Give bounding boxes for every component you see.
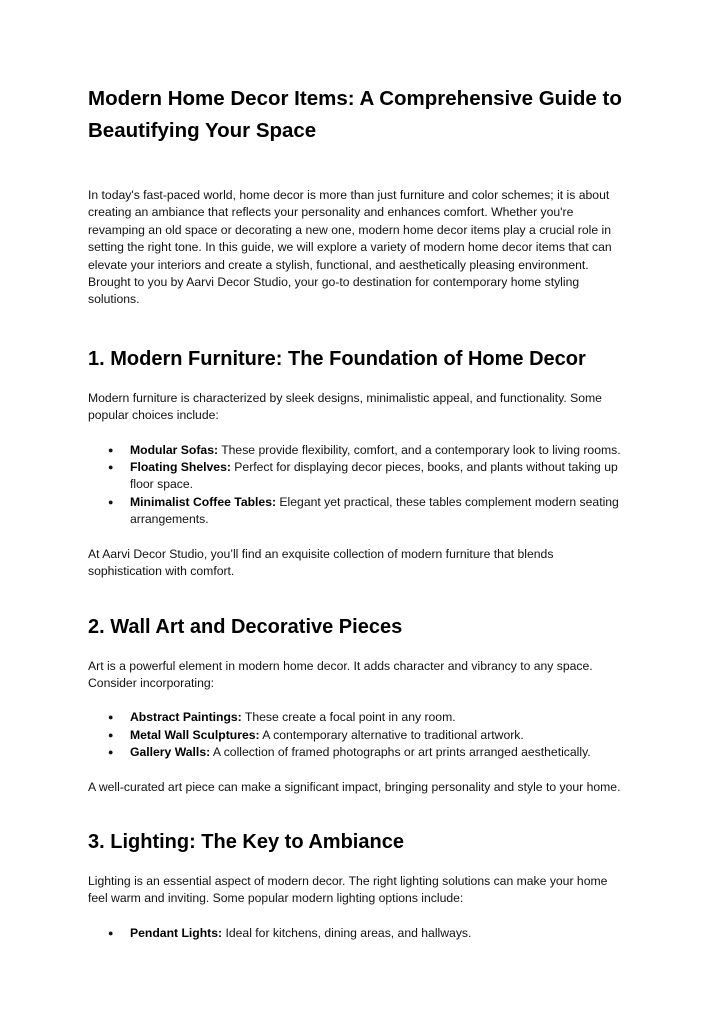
- section-closing-furniture: At Aarvi Decor Studio, you’ll find an exquisite collection of modern furniture that blends sophistication with comfort.: [88, 546, 554, 579]
- section-lead-lighting: Lighting is an essential aspect of modern decor. The right lighting solutions can make your home feel warm and inviting. Some popular modern lighting options include:: [88, 873, 608, 906]
- section-lead-furniture: Modern furniture is characterized by sleek designs, minimalistic appeal, and functionality. Some popular choices include:: [88, 390, 602, 423]
- list-item-term: Pendant Lights:: [130, 925, 223, 940]
- intro-paragraph: In today's fast-paced world, home decor is more than just furniture and color schemes; it is about creating an ambiance that reflects your personality and enhances comfort. Whether you're revamping an old space or decorating a new one, modern home decor items play a crucial role in setting the right tone. In this guide, we will explore a variety of modern home decor items that can elevate your interiors and create a stylish, functional, and aesthetically pleasing environment. Brought to you by Aarvi Decor Studio, your go-to destination for contemporary home styling solutions.: [88, 188, 612, 307]
- bullet-icon: ●: [108, 496, 114, 507]
- bullet-icon: ●: [108, 729, 114, 740]
- list-item: [108, 744, 630, 761]
- list-item: [108, 442, 630, 459]
- list-item: [108, 459, 630, 494]
- section-heading-wall-art: 2. Wall Art and Decorative Pieces: [88, 615, 403, 638]
- list-item-term: Abstract Paintings:: [130, 710, 242, 725]
- list-item-text: A collection of framed photographs or art prints arranged aesthetically.: [210, 745, 591, 760]
- list-item: [108, 925, 630, 942]
- list-item-text: These provide flexibility, comfort, and a contemporary look to living rooms.: [218, 442, 621, 457]
- list-item: [108, 494, 630, 529]
- section-heading-lighting: 3. Lighting: The Key to Ambiance: [88, 830, 404, 853]
- list-item-term: Modular Sofas:: [130, 442, 219, 457]
- furniture-list: [88, 442, 630, 529]
- document-title: Modern Home Decor Items: A Comprehensive Guide to Beautifying Your Space: [88, 87, 622, 142]
- section-lead-wall-art: Art is a powerful element in modern home decor. It adds character and vibrancy to any space. Consider incorporating:: [88, 658, 593, 690]
- wall-art-list: [88, 709, 630, 761]
- bullet-icon: ●: [108, 712, 114, 723]
- list-item-term: Floating Shelves:: [130, 460, 231, 475]
- lighting-list: [88, 925, 630, 942]
- bullet-icon: ●: [108, 927, 114, 938]
- list-item-text: Elegant yet practical, these tables complement modern seating arrangements.: [130, 494, 619, 527]
- bullet-icon: ●: [108, 462, 114, 473]
- list-item-term: Minimalist Coffee Tables:: [130, 494, 277, 509]
- list-item: [108, 727, 630, 744]
- section-heading-furniture: 1. Modern Furniture: The Foundation of Home Decor: [88, 347, 586, 370]
- list-item: [108, 709, 630, 726]
- list-item-text: A contemporary alternative to traditional artwork.: [259, 727, 524, 742]
- list-item-text: Perfect for displaying decor pieces, books, and plants without taking up floor space.: [130, 460, 618, 492]
- bullet-icon: ●: [108, 444, 114, 455]
- list-item-text: These create a focal point in any room.: [241, 710, 456, 725]
- list-item-term: Gallery Walls:: [130, 745, 211, 760]
- list-item-term: Metal Wall Sculptures:: [130, 727, 260, 742]
- bullet-icon: ●: [108, 747, 114, 758]
- section-closing-wall-art: A well-curated art piece can make a significant impact, bringing personality and style to your home.: [88, 779, 621, 794]
- list-item-text: Ideal for kitchens, dining areas, and hallways.: [222, 925, 472, 940]
